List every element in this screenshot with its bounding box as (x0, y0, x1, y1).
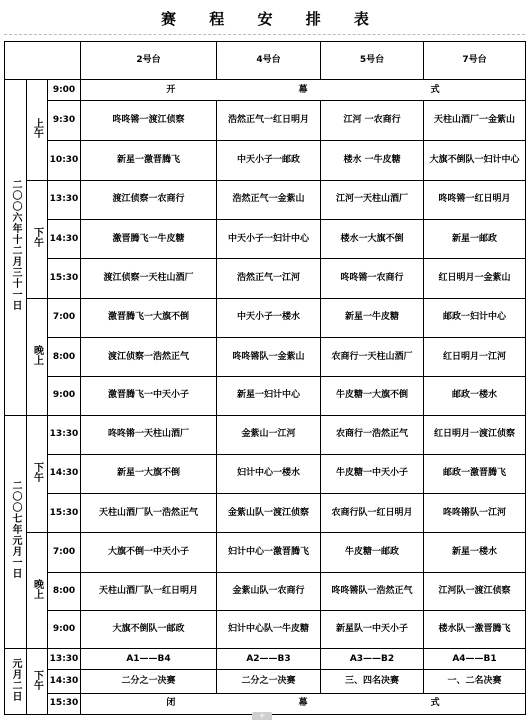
table-row (5, 572, 526, 610)
session-cell (27, 649, 48, 715)
table-row (5, 298, 526, 337)
match-cell: 红日明月一渡江侦察 (424, 415, 526, 454)
table-row (5, 415, 526, 454)
time-cell: 14:30 (48, 454, 81, 493)
schedule-table (4, 41, 526, 715)
date-cell (5, 80, 27, 416)
match-cell: A2——B3 (217, 649, 321, 670)
match-cell: 农商行一浩然正气 (321, 415, 424, 454)
add-row-icon[interactable]: + (252, 712, 272, 720)
table-row (5, 141, 526, 180)
header-table-2: 2号台 (81, 42, 217, 80)
table-row (5, 494, 526, 533)
match-cell: 农商行一天柱山酒厂 (321, 337, 424, 376)
time-cell: 13:30 (48, 649, 81, 670)
match-cell: A4——B1 (424, 649, 526, 670)
table-row (5, 101, 526, 141)
header-corner (5, 42, 81, 80)
session-label: 晚上 (31, 578, 43, 599)
match-cell: 天柱山酒厂队一浩然正气 (81, 494, 217, 533)
table-row (5, 220, 526, 259)
match-cell: 中天小子一楼水 (217, 298, 321, 337)
time-cell: 15:30 (48, 494, 81, 533)
time-cell: 9:00 (48, 377, 81, 415)
table-row (5, 377, 526, 415)
match-cell: 大旗不倒队一邮政 (81, 611, 217, 649)
match-cell: A3——B2 (321, 649, 424, 670)
time-cell: 7:00 (48, 533, 81, 572)
match-cell: 浩然正气一江河 (217, 259, 321, 298)
date-label: 二〇〇七年元月一日 (10, 480, 21, 580)
match-cell: 咚咚锵一渡江侦察 (81, 101, 217, 141)
time-cell: 15:30 (48, 693, 81, 714)
time-cell: 9:00 (48, 611, 81, 649)
time-cell: 8:00 (48, 572, 81, 610)
time-cell: 13:30 (48, 180, 81, 219)
match-cell: 大旗不倒一中天小子 (81, 533, 217, 572)
header-table-7: 7号台 (424, 42, 526, 80)
match-cell: 天柱山酒厂一金紫山 (424, 101, 526, 141)
session-cell (27, 533, 48, 649)
table-row (5, 337, 526, 376)
match-cell: 新星一大旗不倒 (81, 454, 217, 493)
match-cell: 楼水 一牛皮糖 (321, 141, 424, 180)
table-row (5, 649, 526, 670)
match-cell: 牛皮糖一中天小子 (321, 454, 424, 493)
match-cell: 新星一妇计中心 (217, 377, 321, 415)
match-cell: 牛皮糖一邮政 (321, 533, 424, 572)
match-cell: 邮政一妇计中心 (424, 298, 526, 337)
match-cell: 二分之一决赛 (217, 670, 321, 693)
page-title: 赛 程 安 排 表 (161, 10, 383, 28)
table-row (5, 611, 526, 649)
table-row (5, 454, 526, 493)
match-cell: 渡江侦察一农商行 (81, 180, 217, 219)
table-row (5, 259, 526, 298)
match-cell: 妇计中心一楼水 (217, 454, 321, 493)
header-table-5: 5号台 (321, 42, 424, 80)
time-cell: 15:30 (48, 259, 81, 298)
match-cell: 咚咚锵队一金紫山 (217, 337, 321, 376)
match-cell: 三、四名决赛 (321, 670, 424, 693)
match-cell: 咚咚锵队一江河 (424, 494, 526, 533)
session-label: 晚上 (31, 344, 43, 365)
date-label: 二〇〇六年十二月三十一日 (10, 179, 21, 312)
table-row (5, 533, 526, 572)
match-cell: 浩然正气一金紫山 (217, 180, 321, 219)
time-cell: 14:30 (48, 220, 81, 259)
date-cell (5, 649, 27, 715)
time-cell: 9:30 (48, 101, 81, 141)
ceremony-cell: 闭 幕 式 (81, 693, 526, 714)
table-row (5, 180, 526, 219)
match-cell: 咚咚锵一农商行 (321, 259, 424, 298)
match-cell: 天柱山酒厂队一红日明月 (81, 572, 217, 610)
match-cell: 红日明月一金紫山 (424, 259, 526, 298)
time-cell: 13:30 (48, 415, 81, 454)
table-row (5, 80, 526, 101)
time-cell: 8:00 (48, 337, 81, 376)
match-cell: 二分之一决赛 (81, 670, 217, 693)
match-cell: 渡江侦察一浩然正气 (81, 337, 217, 376)
match-cell: 农商行队一红日明月 (321, 494, 424, 533)
time-cell: 14:30 (48, 670, 81, 693)
match-cell: 楼水队一激晋腾飞 (424, 611, 526, 649)
match-cell: 牛皮糖一大旗不倒 (321, 377, 424, 415)
match-cell: 新星队一中天小子 (321, 611, 424, 649)
match-cell: 咚咚锵一红日明月 (424, 180, 526, 219)
time-cell: 10:30 (48, 141, 81, 180)
match-cell: 浩然正气一红日明月 (217, 101, 321, 141)
match-cell: 渡江侦察一天柱山酒厂 (81, 259, 217, 298)
match-cell: 江河 一农商行 (321, 101, 424, 141)
schedule-body (5, 80, 526, 715)
match-cell: 金紫山队一渡江侦察 (217, 494, 321, 533)
match-cell: 金紫山队一农商行 (217, 572, 321, 610)
match-cell: 激晋腾飞一牛皮糖 (81, 220, 217, 259)
match-cell: 楼水一大旗不倒 (321, 220, 424, 259)
table-row (5, 670, 526, 693)
session-cell (27, 180, 48, 298)
header-table-4: 4号台 (217, 42, 321, 80)
session-label: 上午 (31, 117, 43, 138)
match-cell: 江河队一渡江侦察 (424, 572, 526, 610)
match-cell: 邮政一激晋腾飞 (424, 454, 526, 493)
match-cell: 咚咚锵一天柱山酒厂 (81, 415, 217, 454)
time-cell: 9:00 (48, 80, 81, 101)
date-label: 元月二日 (10, 657, 21, 702)
match-cell: 大旗不倒队一妇计中心 (424, 141, 526, 180)
session-label: 下午 (31, 227, 43, 248)
ceremony-cell: 开 幕 式 (81, 80, 526, 101)
top-dashed-guide (4, 34, 525, 35)
session-label: 下午 (31, 461, 43, 482)
match-cell: 江河一天柱山酒厂 (321, 180, 424, 219)
match-cell: 中天小子一邮政 (217, 141, 321, 180)
session-cell (27, 298, 48, 415)
match-cell: 新星一邮政 (424, 220, 526, 259)
match-cell: 激晋腾飞一大旗不倒 (81, 298, 217, 337)
match-cell: 新星一牛皮糖 (321, 298, 424, 337)
match-cell: 激晋腾飞一中天小子 (81, 377, 217, 415)
match-cell: 红日明月一江河 (424, 337, 526, 376)
session-label: 下午 (31, 669, 43, 690)
match-cell: 中天小子一妇计中心 (217, 220, 321, 259)
time-cell: 7:00 (48, 298, 81, 337)
match-cell: A1——B4 (81, 649, 217, 670)
match-cell: 咚咚锵队一浩然正气 (321, 572, 424, 610)
date-cell (5, 415, 27, 649)
match-cell: 邮政一楼水 (424, 377, 526, 415)
match-cell: 新星一楼水 (424, 533, 526, 572)
match-cell: 金紫山一江河 (217, 415, 321, 454)
match-cell: 妇计中心一激晋腾飞 (217, 533, 321, 572)
match-cell: 一、二名决赛 (424, 670, 526, 693)
match-cell: 新星一激晋腾飞 (81, 141, 217, 180)
header-row (5, 42, 526, 80)
session-cell (27, 415, 48, 533)
session-cell (27, 80, 48, 181)
match-cell: 妇计中心队一牛皮糖 (217, 611, 321, 649)
